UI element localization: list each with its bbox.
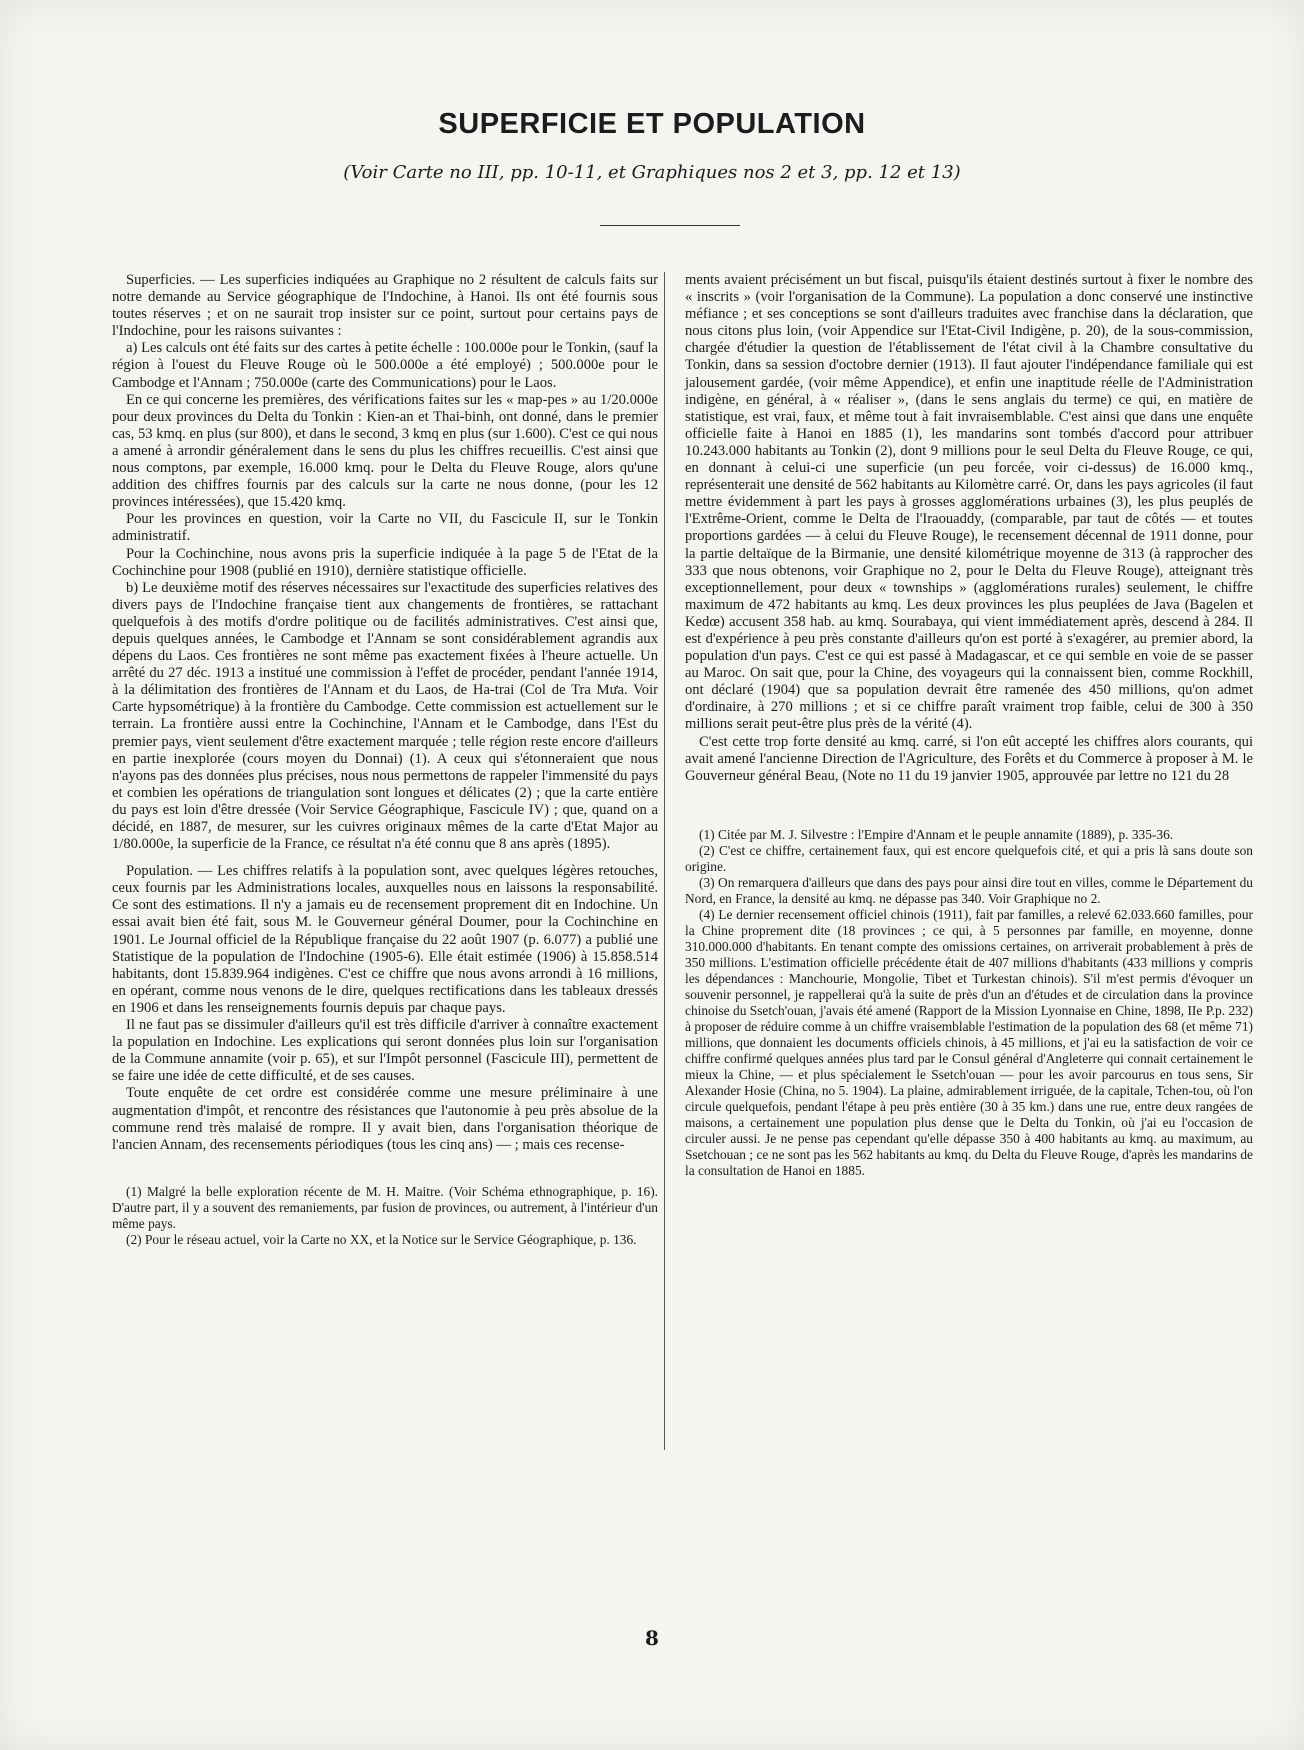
page-number: 8 (645, 1626, 659, 1650)
footnote: (2) C'est ce chiffre, certainement faux, qui est encore quelquefois cité, et qui a pris là sans doute son origine. (685, 842, 1253, 874)
paragraph: Toute enquête de cet ordre est considérée comme une mesure préliminaire à une augmentation d'impôt, et rencontre des résistances que l'autonomie à peu près absolue de la commune rend très malaisé de rompre. Il y avait bien, dans l'organisation théorique de l'ancien Annam, des recensements périodiques (tous les cinq ans) — ; mais ces recense- (112, 1085, 658, 1153)
paragraph: ments avaient précisément un but fiscal, puisqu'ils étaient destinés surtout à fixer le nombre des « inscrits » (voir l'organisation de la Commune). La population a donc conservé une instinctive méfiance ; et ses conceptions se sont d'ailleurs traduites avec franchise dans la déclaration, que nous citons plus loin, (voir Appendice sur l'Etat-Civil Indigène, p. 20), de la sous-commission, chargée d'étudier la question de l'établissement de l'état civil à la Chambre consultative du Tonkin, dans sa session d'octobre dernier (1913). Il faut ajouter l'indépendance familiale qui est jalousement gardée, (voir même Appendice), et enfin une inaptitude réelle de l'Administration indigène, en général, à « réaliser », (dans le sens anglais du terme) ce qui, en matière de statistique, est vrai, faux, et même tout à fait invraisemblable. C'est ainsi que dans une enquête officielle faite à Hanoi en 1885 (1), les mandarins sont tombés d'accord pour attribuer 10.243.000 habitants au Tonkin (2), dont 9 millions pour le seul Delta du Fleuve Rouge, ce qui, en donnant à celui-ci une superficie (un peu forcée, voir ci-dessus) de 16.000 kmq., représenterait une densité de 562 habitants au Kilomètre carré. Or, dans les pays agricoles (il faut mettre évidemment à part les pays à grosses agglomérations urbaines (3), les plus peuplés de l'Extrême-Orient, comme le Delta de l'Iraouaddy, (comparable, par taut de côtés — et toutes proportions gardées — à celui du Fleuve Rouge), le recensement décennal de 1911 donne, pour la partie deltaïque de la Birmanie, une densité kilométrique moyenne de 313 (à rapprocher des 333 que nous obtenons, voir Graphique no 2, pour le Delta du Fleuve Rouge), atteignant très exceptionnellement, pour deux « townships » (agglomérations rurales) seulement, le chiffre maximum de 472 habitants au kmq. Les deux provinces les plus peuplées de Java (Bagelen et Kedœ) accusent 358 hab. au kmq. Sourabaya, qui vient immédiatement après, descend à 284. Il est d'expérience à peu près constante d'ailleurs qu'on est porté à s'exagérer, au premier abord, la population d'un pays. C'est ce qui est passé à Madagascar, et ce qui semble en voie de se passer au Maroc. On sait que, pour la Chine, des voyageurs qui la connaissent bien, comme Rockhill, ont déclaré (1904) que sa population devrait être ramenée des 450 millions, qu'on admet d'ordinaire, à 270 millions ; et si ce chiffre paraît vraiment trop faible, celui de 300 à 350 millions serait peut-être plus près de la vérité (4). (685, 272, 1253, 733)
paragraph: En ce qui concerne les premières, des vérifications faites sur les « map-pes » au 1/20.000e pour deux provinces du Delta du Tonkin : Kien-an et Thai-binh, ont donné, dans le premier cas, 53 kmq. en plus (sur 800), et dans le second, 3 kmq en plus (sur 1.600). C'est ce qui nous a amené à arrondir généralement dans le sens du plus les chiffres recueillis. C'est ainsi que nous comptons, par exemple, 16.000 kmq. pour le Delta du Fleuve Rouge, alors qu'une addition des chiffres fournis par des calculs sur la carte ne nous donne, (pour les 12 provinces intéressées), que 15.420 kmq. (112, 391, 658, 511)
page-title: SUPERFICIE ET POPULATION (438, 108, 866, 140)
left-column (112, 272, 658, 1248)
paragraph: b) Le deuxième motif des réserves nécessaires sur l'exactitude des superficies relatives des divers pays de l'Indochine française tient aux changements de frontières, se rattachant quelquefois à des motifs d'ordre politique ou de facilités administratives. C'est ainsi que, depuis quelques années, le Cambodge et l'Annam se sont considérablement agrandis aux dépens du Laos. Ces frontières ne sont même pas exactement fixées à l'heure actuelle. Un arrêté du 27 déc. 1913 a institué une commission à l'effet de procéder, pendant l'année 1914, à la délimitation des frontières de l'Annam et du Laos, de Ha-trai (Col de Tra Mưa. Voir Carte hypsométrique) à la frontière du Cambodge. Cette commission est actuellement sur le terrain. La frontière aussi entre la Cochinchine, l'Annam et le Cambodge, dans l'Est du premier pays, vient seulement d'être exactement marquée ; telle région reste encore d'ailleurs en partie inexplorée (cours moyen du Donnai) (1). A ceux qui s'étonneraient que nous n'ayons pas des données plus précises, nous nous permettons de rappeler l'immensité du pays et combien les opérations de triangulation sont longues et délicates (2) ; que la carte entière du pays est loin d'être dressée (Voir Service Géographique, Fascicule IV) ; que, quand on a décidé, en 1887, de mesurer, sur les cuivres originaux mêmes de la carte d'Etat Major au 1/80.000e, la superficie de la France, ce résultat n'a été connu que 8 ans après (1895). (112, 579, 658, 853)
footnote: (1) Citée par M. J. Silvestre : l'Empire d'Annam et le peuple annamite (1889), p. 335-36. (699, 826, 1174, 842)
footnote: (2) Pour le réseau actuel, voir la Carte no XX, et la Notice sur le Service Géographique, p. 136. (126, 1231, 637, 1247)
paragraph: Superficies. — Les superficies indiquées au Graphique no 2 résultent de calculs faits sur notre demande au Service géographique de l'Indochine, à Hanoi. Ils ont été fournis sous toutes réserves ; et on ne saurait trop insister sur ce point, surtout pour certains pays de l'Indochine, pour les raisons suivantes : (112, 272, 658, 340)
footnotes-left (112, 1184, 658, 1248)
paragraph: Pour la Cochinchine, nous avons pris la superficie indiquée à la page 5 de l'Etat de la Cochinchine pour 1908 (publié en 1910), dernière statistique officielle. (112, 545, 658, 579)
paragraph: Il ne faut pas se dissimuler d'ailleurs qu'il est très difficile d'arriver à connaître exactement la population en Indochine. Les explications qui seront données plus loin sur l'organisation de la Commune annamite (voir p. 65), et sur l'Impôt personnel (Fascicule III), permettent de se faire une idée de cette difficulté, et de ses causes. (112, 1017, 658, 1085)
column-divider (664, 272, 665, 1450)
paragraph: a) Les calculs ont été faits sur des cartes à petite échelle : 100.000e pour le Tonkin, (sauf la région à l'ouest du Fleuve Rouge où le 500.000e a été employé) ; 500.000e pour le Cambodge et l'Annam ; 750.000e (carte des Communications) pour le Laos. (112, 340, 658, 391)
page-subtitle: (Voir Carte no III, pp. 10-11, et Graphiques nos 2 et 3, pp. 12 et 13) (343, 162, 961, 183)
title-divider (600, 225, 740, 226)
footnote: (3) On remarquera d'ailleurs que dans des pays pour ainsi dire tout en villes, comme le Département du Nord, en France, la densité au kmq. ne dépasse pas 340. Voir Graphique no 2. (685, 874, 1253, 906)
paragraph: C'est cette trop forte densité au kmq. carré, si l'on eût accepté les chiffres alors courants, qui avait amené l'ancienne Direction de l'Agriculture, des Forêts et du Commerce à proposer à M. le Gouverneur général Beau, (Note no 11 du 19 janvier 1905, approuvée par lettre no 121 du 28 (685, 733, 1253, 784)
footnotes-right (685, 827, 1253, 1179)
footnote: (1) Malgré la belle exploration récente de M. H. Maitre. (Voir Schéma ethnographique, p. 16). D'autre part, il y a souvent des remaniements, par fusion de provinces, ou autrement, à l'intérieur d'un même pays. (112, 1183, 658, 1231)
paragraph: Population. — Les chiffres relatifs à la population sont, avec quelques légères retouches, ceux fournis par les Administrations locales, auxquelles nous en laissons la responsabilité. Ce sont des estimations. Il n'y a jamais eu de recensement proprement dit en Indochine. Un essai avait bien été fait, sous M. le Gouverneur général Doumer, pour la Cochinchine en 1901. Le Journal officiel de la République française du 22 août 1907 (p. 6.077) a publié une Statistique de la population de l'Indochine (1905-6). Elle était estimée (1906) à 15.858.514 habitants, dont 15.839.964 indigènes. C'est ce chiffre que nous avons arrondi à 16 millions, en opérant, comme nous venons de le dire, quelques rectifications dans les tableaux dressés en 1906 et dans les renseignements fournis depuis par chaque pays. (112, 863, 658, 1016)
footnote: (4) Le dernier recensement officiel chinois (1911), fait par familles, a relevé 62.033.660 familles, pour la Chine proprement dite (18 provinces ; ce qui, à 5 personnes par famille, en moyenne, donne 310.000.000 d'habitants. En tenant compte des omissions certaines, on arriverait probablement à près de 350 millions. L'estimation officielle précédente était de 407 millions d'habitants (433 millions y compris les dépendances : Manchourie, Mongolie, Tibet et Turkestan chinois). S'il m'est permis d'évoquer un souvenir personnel, je rappellerai qu'à la suite de près d'un an d'études et de circulation dans la province chinoise du Ssetch'ouan, j'avais été amené (Rapport de la Mission Lyonnaise en Chine, 1898, IIe P.p. 232) à proposer de réduire comme à un chiffre vraisemblable l'estimation de la population des 68 (et même 71) millions, que donnaient les documents officiels chinois, à 45 millions, et j'ai eu la satisfaction de voir ce chiffre confirmé quelques années plus tard par le Consul général d'Angleterre qui connait certainement le mieux la Chine, — et plus spécialement le Ssetch'ouan — pour les avoir parcourus en tous sens, Sir Alexander Hosie (China, no 5. 1904). La plaine, admirablement irriguée, de la capitale, Tchen-tou, où l'on circule quelquefois, pendant l'étape à peu près entière (30 à 35 km.) dans une rue, entre deux rangées de maisons, a certainement une population plus dense que le Delta du Tonkin, où j'ai eu l'occasion de circuler aussi. Je ne pense pas cependant qu'elle dépasse 350 à 400 habitants au kmq. au maximum, au Ssetchouan ; ce ne sont pas les 562 habitants au kmq. du Delta du Fleuve Rouge, d'après les mandarins de la consultation de Hanoi en 1885. (685, 906, 1253, 1178)
paragraph: Pour les provinces en question, voir la Carte no VII, du Fascicule II, sur le Tonkin administratif. (112, 511, 658, 545)
right-column (685, 272, 1253, 1179)
